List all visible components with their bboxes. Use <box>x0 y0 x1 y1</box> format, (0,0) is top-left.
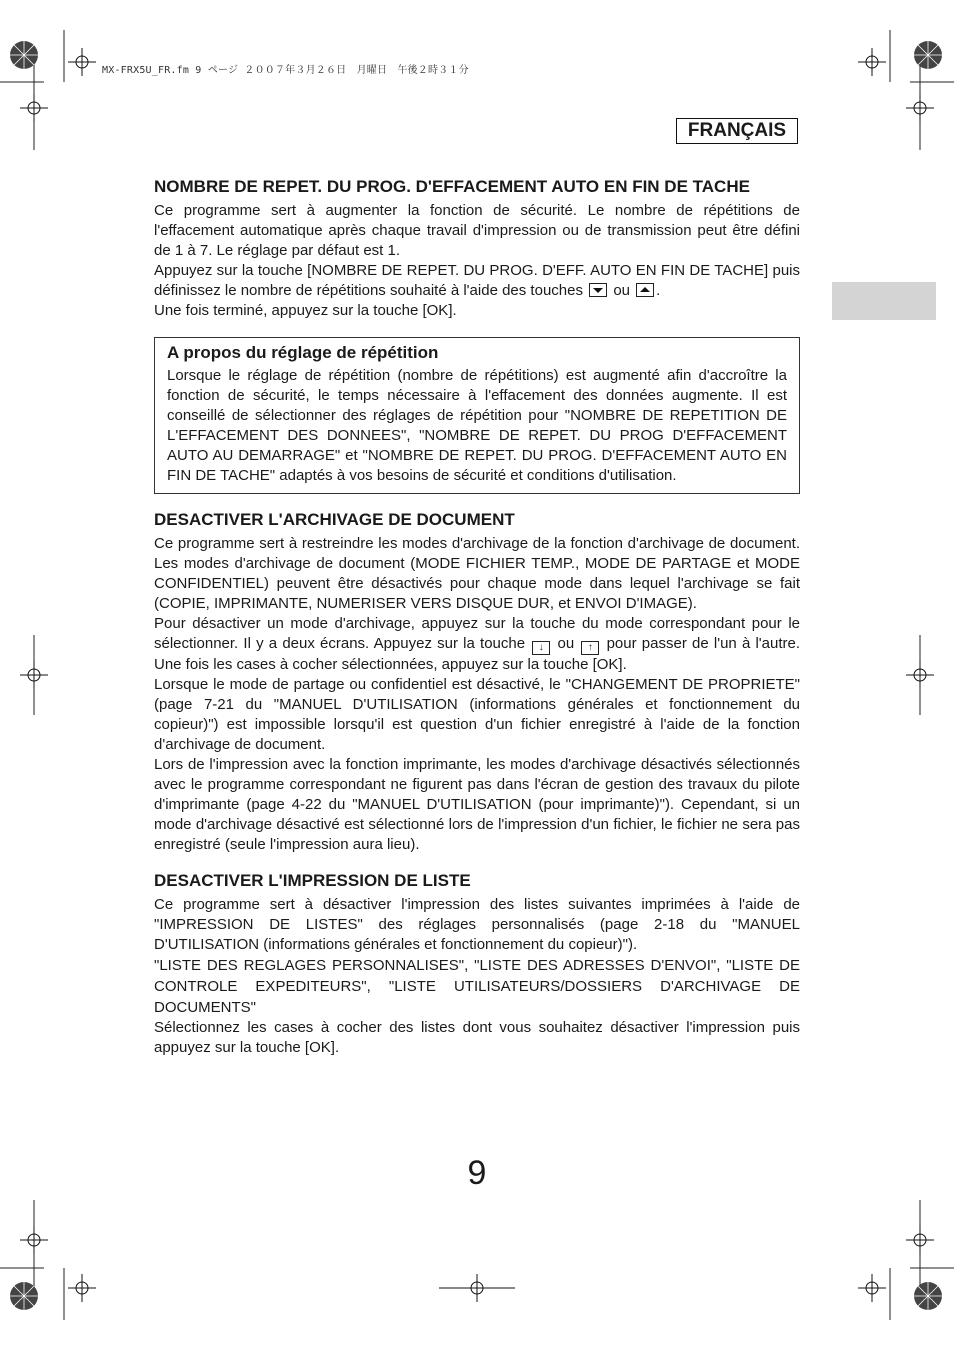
print-header-slug: MX-FRX5U_FR.fm 9 ページ ２００７年３月２６日 月曜日 午後２時３１分 <box>102 65 469 76</box>
paragraph: Lorsque le mode de partage ou confidentiel est désactivé, le "CHANGEMENT DE PROPRIETE" (page 7-21 du "MANUEL D'UTILISATION (informations générales et fonctionnement du copieur)") est impossible lorsqu'il est question d'un fichier enregistré à l'aide de la fonction d'archivage de document. <box>154 676 800 753</box>
text: . <box>656 282 661 299</box>
section-repeat-count <box>154 177 800 321</box>
paragraph: Sélectionnez les cases à cocher des listes dont vous souhaitez désactiver l'impression puis appuyez sur la touche [OK]. <box>154 1019 800 1056</box>
paragraph: "LISTE DES REGLAGES PERSONNALISES", "LISTE DES ADRESSES D'ENVOI", "LISTE DE CONTROLE EXPEDITEURS", "LISTE UTILISATEURS/DOSSIERS D'ARCHIVAGE DE DOCUMENTS" <box>154 957 800 1016</box>
section-disable-archiving <box>154 510 800 855</box>
paragraph: Ce programme sert à augmenter la fonction de sécurité. Le nombre de répétitions de l'effacement automatique après chaque travail d'impression ou de transmission peut être défini de 1 à 7. Le réglage par défaut est 1. <box>154 202 800 259</box>
section-title: DESACTIVER L'IMPRESSION DE LISTE <box>154 871 471 890</box>
text: pour passer de l'un à l'autre. Une fois les cases à cocher sélectionnées, appuyez sur la touche [OK]. <box>154 635 801 673</box>
text: Pour désactiver un mode d'archivage, appuyez sur la touche du mode correspondant pour le sélectionner. Il y a deux écrans. Appuyez sur la touche <box>154 615 800 652</box>
note-box <box>154 337 800 494</box>
chapter-side-tab <box>832 282 936 320</box>
paragraph <box>154 261 800 301</box>
section-title: NOMBRE DE REPET. DU PROG. D'EFFACEMENT AUTO EN FIN DE TACHE <box>154 177 750 196</box>
paragraph <box>154 614 800 675</box>
paragraph: Une fois terminé, appuyez sur la touche [OK]. <box>154 302 457 319</box>
arrow-up-key-icon: ↑ <box>581 641 599 655</box>
section-disable-list-print <box>154 871 800 1058</box>
note-title: A propos du réglage de répétition <box>167 343 439 362</box>
language-label: FRANÇAIS <box>676 118 798 144</box>
page-content <box>154 177 800 1074</box>
paragraph: Ce programme sert à restreindre les modes d'archivage de la fonction d'archivage de document. Les modes d'archivage de document (MODE FICHIER TEMP., MODE DE PARTAGE et MODE CONFIDENTIEL) peuvent être désactivés pour chaque mode dans lequel l'archivage se fait (COPIE, IMPRIMANTE, NUMERISER VERS DISQUE DUR, et ENVOI D'IMAGE). <box>154 535 800 612</box>
text: ou <box>557 635 575 652</box>
triangle-up-key-icon <box>636 283 654 297</box>
paragraph: Lors de l'impression avec la fonction imprimante, les modes d'archivage désactivés sélectionnés avec le programme correspondant ne figurent pas dans l'écran de gestion des travaux du pilote d'imprimante (page 4-22 du "MANUEL D'UTILISATION (pour imprimante)"). Cependant, si un mode d'archivage désactivé est sélectionné lors de l'impression d'un fichier, le fichier ne sera pas enregistré (seule l'impression aura lieu). <box>154 756 800 853</box>
paragraph: Ce programme sert à désactiver l'impression des listes suivantes imprimées à l'aide de "IMPRESSION DE LISTES" des réglages personnalisés (page 2-18 du "MANUEL D'UTILISATION (informations générales et fonctionnement du copieur)"). <box>154 896 800 953</box>
text: Appuyez sur la touche [NOMBRE DE REPET. DU PROG. D'EFF. AUTO EN FIN DE TACHE] puis définissez le nombre de répétitions souhaité à l'aide des touches <box>154 262 800 299</box>
page-number: 9 <box>467 1154 487 1192</box>
triangle-down-key-icon <box>589 283 607 297</box>
note-text: Lorsque le réglage de répétition (nombre de répétitions) est augmenté afin d'accroître la fonction de sécurité, le temps nécessaire à l'effacement des données augmente. Il est conseillé de sélectionner des réglages de répétition pour "NOMBRE DE REPETITION DE L'EFFACEMENT DES DONNEES", "NOMBRE DE REPET. DU PROG D'EFFACEMENT AUTO AU DEMARRAGE" et "NOMBRE DE REPET. DU PROG. D'EFFACEMENT AUTO EN FIN DE TACHE" adaptés à vos besoins de sécurité et conditions d'utilisation. <box>167 367 787 484</box>
arrow-down-key-icon: ↓ <box>532 641 550 655</box>
section-title: DESACTIVER L'ARCHIVAGE DE DOCUMENT <box>154 510 515 529</box>
text: ou <box>613 282 630 299</box>
